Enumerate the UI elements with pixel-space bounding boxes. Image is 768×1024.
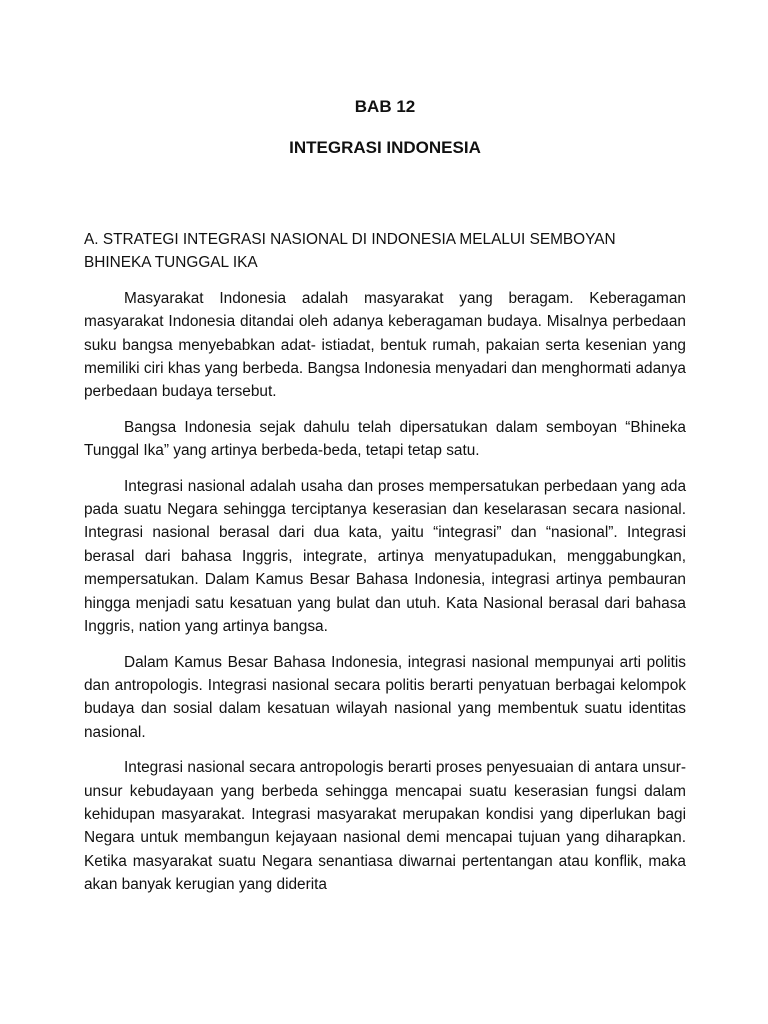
section-heading: A. STRATEGI INTEGRASI NASIONAL DI INDONESIA MELALUI SEMBOYAN BHINEKA TUNGGAL IKA	[84, 231, 616, 272]
paragraph-4: Dalam Kamus Besar Bahasa Indonesia, integrasi nasional mempunyai arti politis dan antropologis. Integrasi nasional secara politis berarti penyatuan berbagai kelompok budaya dan sosial dalam kesatuan wilayah nasional yang membentuk suatu identitas nasional.	[84, 653, 686, 741]
paragraph-1: Masyarakat Indonesia adalah masyarakat yang beragam. Keberagaman masyarakat Indonesia ditandai oleh adanya keberagaman budaya. Misalnya perbedaan suku bangsa menyebabkan adat- istiadat, bentuk rumah, pakaian serta kesenian yang memiliki ciri khas yang berbeda. Bangsa Indonesia menyadari dan menghormati adanya perbedaan budaya tersebut.	[84, 289, 686, 401]
document-body	[84, 228, 686, 897]
chapter-title: INTEGRASI INDONESIA	[289, 138, 481, 157]
document-page	[84, 0, 686, 1024]
paragraph-2: Bangsa Indonesia sejak dahulu telah dipersatukan dalam semboyan “Bhineka Tunggal Ika” yang artinya berbeda-beda, tetapi tetap satu.	[84, 418, 686, 460]
paragraph-3: Integrasi nasional adalah usaha dan proses mempersatukan perbedaan yang ada pada suatu Negara sehingga terciptanya keserasian dan keselarasan secara nasional. Integrasi nasional berasal dari dua kata, yaitu “integrasi” dan “nasional”. Integrasi berasal dari bahasa Inggris, integrate, artinya menyatupadukan, menggabungkan, mempersatukan. Dalam Kamus Besar Bahasa Indonesia, integrasi artinya pembauran hingga menjadi satu kesatuan yang bulat dan utuh. Kata Nasional berasal dari bahasa Inggris, nation yang artinya bangsa.	[84, 477, 686, 636]
paragraph-5: Integrasi nasional secara antropologis berarti proses penyesuaian di antara unsur-unsur kebudayaan yang berbeda sehingga mencapai suatu keserasian fungsi dalam kehidupan masyarakat. Integrasi masyarakat merupakan kondisi yang diperlukan bagi Negara untuk membangun kejayaan nasional demi mencapai tujuan yang diharapkan. Ketika masyarakat suatu Negara senantiasa diwarnai pertentangan atau konflik, maka akan banyak kerugian yang diderita	[84, 759, 686, 894]
chapter-number: BAB 12	[354, 97, 416, 116]
